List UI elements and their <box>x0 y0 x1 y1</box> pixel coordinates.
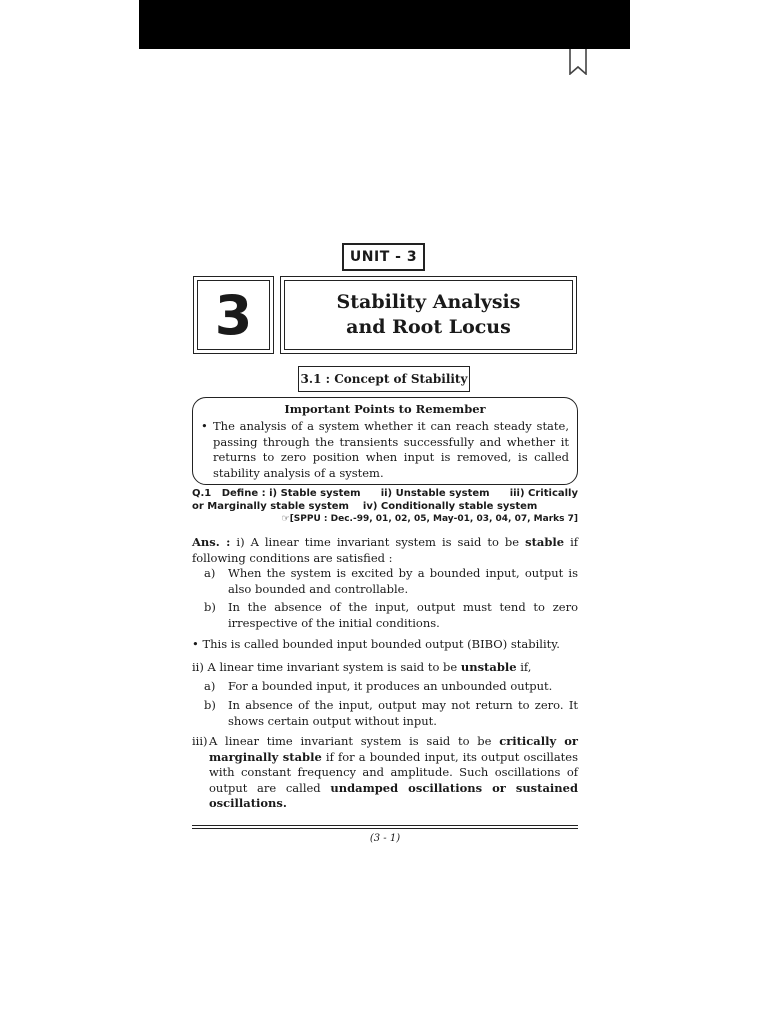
answer-i-b-label: b) <box>204 600 216 614</box>
answer-i <box>192 535 578 566</box>
question-line2 <box>192 501 578 514</box>
important-point-item <box>201 419 569 481</box>
answer-ii-post: if, <box>520 660 532 674</box>
question-part2: ii) Unstable system <box>380 488 490 499</box>
answer-i-a-label: a) <box>204 566 216 580</box>
answer-iii-bold2: undamped oscillations or sustained oscillations. <box>209 780 579 810</box>
answer-ii-a-label: a) <box>204 679 216 693</box>
question-part3: iii) Critically <box>509 488 578 499</box>
answer-label: Ans. : <box>192 535 231 549</box>
answer-ii-a <box>192 679 578 695</box>
bullet-icon: • <box>201 419 208 433</box>
chapter-title-line2: and Root Locus <box>346 316 511 338</box>
question-label: Q.1 <box>192 488 212 499</box>
answer-iii-bold1: critically or marginally stable <box>209 734 578 764</box>
page-number: (3 - 1) <box>369 833 401 844</box>
answer-i-b <box>192 600 578 631</box>
question-part4a: or Marginally stable system <box>192 500 349 512</box>
question-block <box>192 488 578 526</box>
answer-i-a-text: When the system is excited by a bounded input, output is also bounded and controllable. <box>228 566 578 596</box>
answer-iii-label: iii) <box>192 734 208 748</box>
footer-rule <box>192 825 578 826</box>
important-points-box <box>192 397 578 485</box>
chapter-number-box <box>193 276 274 354</box>
chapter-number: 3 <box>197 280 270 350</box>
question-part4b: iv) Conditionally stable system <box>362 500 538 512</box>
question-source <box>192 513 578 526</box>
question-line1 <box>192 488 578 501</box>
section-title: 3.1 : Concept of Stability <box>298 366 470 392</box>
answer-iii-pre: A linear time invariant system is said to be <box>209 734 492 748</box>
chapter-title-box <box>280 276 577 354</box>
answer-i-b-text: In the absence of the input, output must tend to zero irrespective of the initial conditions. <box>228 600 578 630</box>
question-part1: i) Stable system <box>269 488 361 499</box>
answer-ii-b-label: b) <box>204 698 216 712</box>
answer-ii <box>192 660 578 676</box>
answer-ii-pre: ii) A linear time invariant system is said to be <box>192 660 458 674</box>
chapter-title <box>284 280 573 350</box>
important-point-text: The analysis of a system whether it can reach steady state, passing through the transients successfully and whether it returns to zero position when input is removed, is called stability analysis of a system. <box>213 419 569 480</box>
answer-iii <box>192 734 578 812</box>
question-source-text: [SPPU : Dec.-99, 01, 02, 05, May-01, 03, 04, 07, Marks 7] <box>289 514 578 524</box>
pointing-hand-icon: ☞ <box>281 514 290 524</box>
top-bar <box>139 0 630 49</box>
bibo-note <box>192 637 578 653</box>
answer-i-pre: i) A linear time invariant system is said to be <box>236 535 520 549</box>
answer-ii-bold: unstable <box>460 660 517 674</box>
question-define: Define : <box>221 488 266 499</box>
answer-ii-a-text: For a bounded input, it produces an unbounded output. <box>228 679 553 693</box>
answer-i-a <box>192 566 578 597</box>
answer-ii-b <box>192 698 578 729</box>
chapter-title-line1: Stability Analysis <box>336 291 521 313</box>
answer-i-post: if following conditions are satisfied : <box>192 535 579 565</box>
important-points-title: Important Points to Remember <box>284 402 486 416</box>
unit-label: UNIT - 3 <box>342 243 425 271</box>
answer-i-bold: stable <box>525 535 565 549</box>
answer-iii-mid: if for a bounded input, its output oscillates with constant frequency and amplitude. Such oscillations of output are called <box>209 749 578 795</box>
answer-iii-text <box>209 734 578 812</box>
footer-rule <box>192 828 578 829</box>
bookmark-icon[interactable] <box>569 49 587 75</box>
answer-ii-b-text: In absence of the input, output may not return to zero. It shows certain output without input. <box>228 698 578 728</box>
bibo-text: This is called bounded input bounded output (BIBO) stability. <box>202 637 560 651</box>
bullet-icon: • <box>192 637 199 651</box>
